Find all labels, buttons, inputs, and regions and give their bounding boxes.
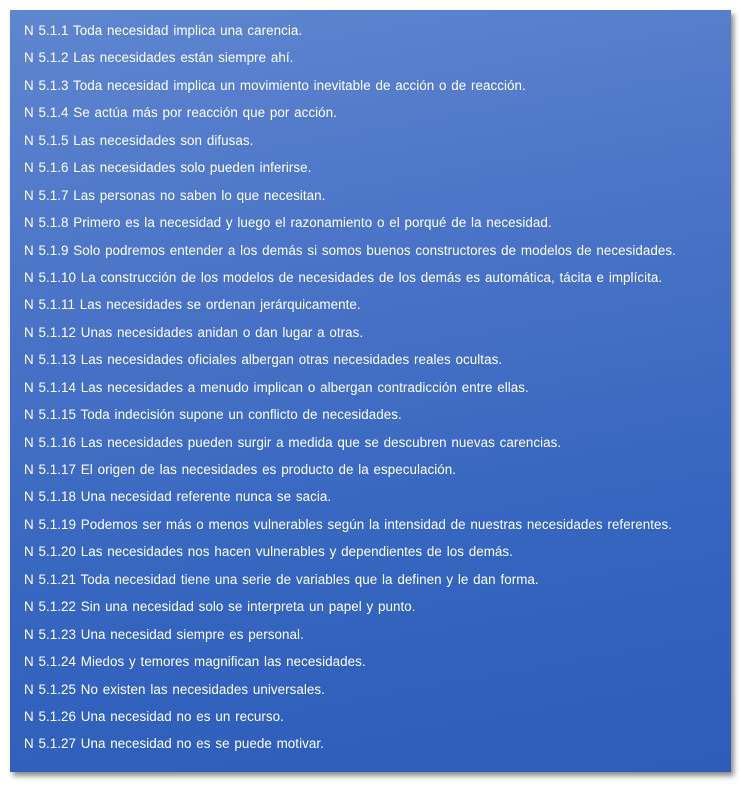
statement-item: N 5.1.1 Toda necesidad implica una carencia. [24,23,303,38]
statement-item: N 5.1.10 La construcción de los modelos de necesidades de los demás es automática, tácita e implícita. [24,269,663,285]
statement-item: N 5.1.13 Las necesidades oficiales albergan otras necesidades reales ocultas. [24,352,503,368]
statement-item: N 5.1.6 Las necesidades solo pueden inferirse. [24,160,312,176]
statement-item: N 5.1.8 Primero es la necesidad y luego el razonamiento o el porqué de la necesidad. [24,215,552,231]
statement-item: N 5.1.24 Miedos y temores magnifican las necesidades. [24,654,366,670]
statement-item: N 5.1.9 Solo podremos entender a los demás si somos buenos constructores de modelos de necesidades. [24,242,676,258]
statement-item: N 5.1.22 Sin una necesidad solo se interpreta un papel y punto. [24,599,416,615]
statement-item: N 5.1.5 Las necesidades son difusas. [24,132,254,148]
statement-item: N 5.1.3 Toda necesidad implica un movimiento inevitable de acción o de reacción. [24,77,526,93]
statement-item: N 5.1.26 Una necesidad no es un recurso. [24,708,284,724]
statement-item: N 5.1.20 Las necesidades nos hacen vulnerables y dependientes de los demás. [24,544,513,560]
statement-item: N 5.1.19 Podemos ser más o menos vulnerables según la intensidad de nuestras necesidades referentes. [24,516,672,532]
statements-list [24,22,731,763]
statement-item: N 5.1.16 Las necesidades pueden surgir a medida que se descubren nuevas carencias. [24,434,562,450]
statement-item: N 5.1.12 Unas necesidades anidan o dan lugar a otras. [24,324,364,340]
statement-item: N 5.1.23 Una necesidad siempre es personal. [24,626,304,642]
statement-item: N 5.1.2 Las necesidades están siempre ahí. [24,50,294,66]
statement-item: N 5.1.21 Toda necesidad tiene una serie de variables que la definen y le dan forma. [24,571,539,587]
statement-item: N 5.1.27 Una necesidad no es se puede motivar. [24,736,324,752]
statement-item: N 5.1.15 Toda indecisión supone un conflicto de necesidades. [24,407,402,423]
statement-item: N 5.1.7 Las personas no saben lo que necesitan. [24,187,326,203]
statement-item: N 5.1.14 Las necesidades a menudo implican o albergan contradicción entre ellas. [24,379,529,395]
statement-item: N 5.1.4 Se actúa más por reacción que por acción. [24,105,337,121]
statement-item: N 5.1.25 No existen las necesidades universales. [24,681,325,697]
statement-item: N 5.1.18 Una necesidad referente nunca se sacia. [24,489,332,505]
statement-item: N 5.1.17 El origen de las necesidades es producto de la especulación. [24,462,457,477]
statement-item: N 5.1.11 Las necesidades se ordenan jerárquicamente. [24,297,361,313]
statements-panel [10,10,731,772]
